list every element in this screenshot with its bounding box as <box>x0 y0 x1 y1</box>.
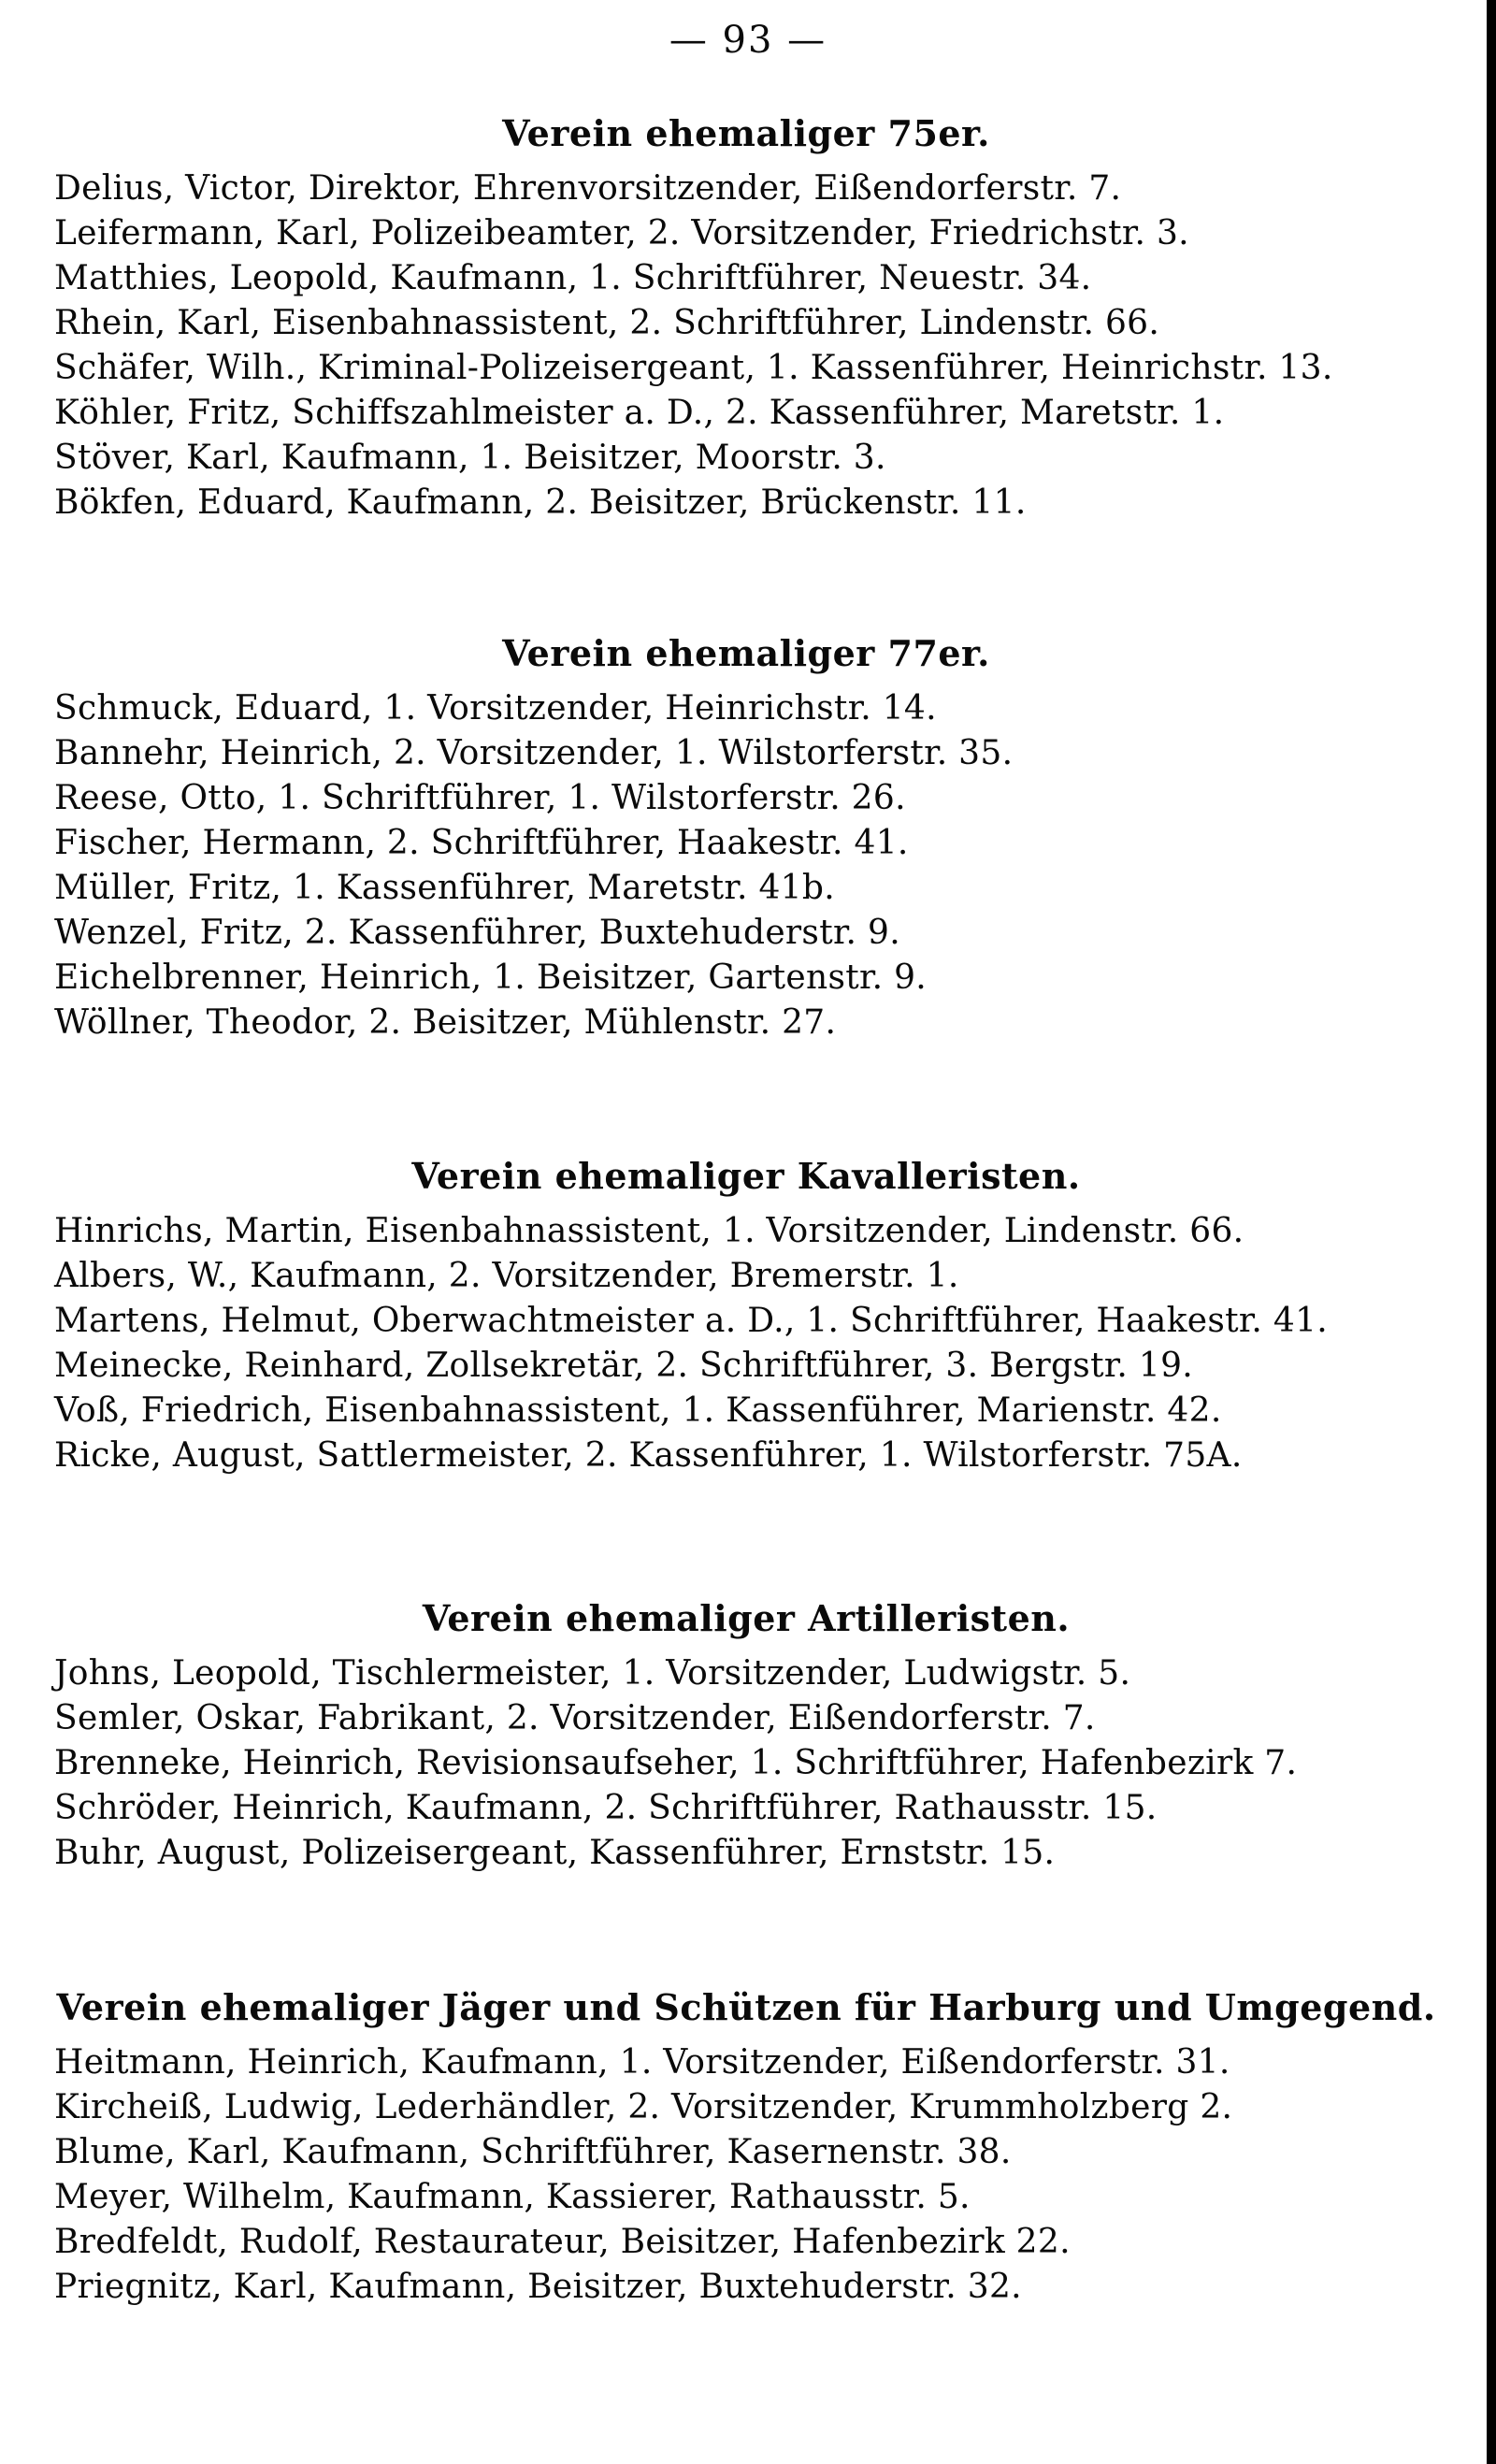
section-verein-75er <box>54 112 1438 526</box>
page-edge-shadow <box>1487 0 1496 2464</box>
member-list <box>54 2040 1438 2310</box>
member-list <box>54 166 1438 526</box>
section-verein-kavalleristen <box>54 1155 1438 1478</box>
member-entry: Stöver, Karl, Kaufmann, 1. Beisitzer, Moorstr. 3. <box>54 439 886 477</box>
section-title: Verein ehemaliger Kavalleristen. <box>411 1155 1081 1197</box>
member-entry: Schäfer, Wilh., Kriminal-Polizeisergeant, 1. Kassenführer, Heinrichstr. 13. <box>54 349 1333 387</box>
member-entry: Meyer, Wilhelm, Kaufmann, Kassierer, Rathausstr. 5. <box>54 2178 971 2216</box>
member-list <box>54 686 1438 1045</box>
section-verein-artilleristen <box>54 1597 1438 1876</box>
member-entry: Albers, W., Kaufmann, 2. Vorsitzender, Bremerstr. 1. <box>54 1257 959 1295</box>
member-entry: Müller, Fritz, 1. Kassenführer, Maretstr. 41b. <box>54 869 835 907</box>
member-entry: Köhler, Fritz, Schiffszahlmeister a. D., 2. Kassenführer, Maretstr. 1. <box>54 394 1225 432</box>
member-entry: Martens, Helmut, Oberwachtmeister a. D., 1. Schriftführer, Haakestr. 41. <box>54 1302 1329 1340</box>
section-title: Verein ehemaliger 75er. <box>502 112 990 154</box>
member-entry: Rhein, Karl, Eisenbahnassistent, 2. Schriftführer, Lindenstr. 66. <box>54 304 1160 342</box>
member-entry: Schmuck, Eduard, 1. Vorsitzender, Heinrichstr. 14. <box>54 689 937 728</box>
member-entry: Bannehr, Heinrich, 2. Vorsitzender, 1. Wilstorferstr. 35. <box>54 734 1014 772</box>
section-title: Verein ehemaliger Jäger und Schützen für Harburg und Umgegend. <box>56 1986 1436 2028</box>
member-entry: Bökfen, Eduard, Kaufmann, 2. Beisitzer, Brückenstr. 11. <box>54 483 1027 522</box>
section-title: Verein ehemaliger 77er. <box>502 632 990 674</box>
member-entry: Bredfeldt, Rudolf, Restaurateur, Beisitzer, Hafenbezirk 22. <box>54 2223 1071 2261</box>
member-list <box>54 1651 1438 1876</box>
member-entry: Semler, Oskar, Fabrikant, 2. Vorsitzender, Eißendorferstr. 7. <box>54 1699 1096 1737</box>
page-number: — 93 — <box>669 19 827 62</box>
member-entry: Buhr, August, Polizeisergeant, Kassenführer, Ernststr. 15. <box>54 1834 1056 1872</box>
member-entry: Eichelbrenner, Heinrich, 1. Beisitzer, Gartenstr. 9. <box>54 958 928 997</box>
section-verein-jaeger-schuetzen <box>54 1986 1438 2310</box>
member-entry: Priegnitz, Karl, Kaufmann, Beisitzer, Buxtehuderstr. 32. <box>54 2268 1022 2306</box>
member-entry: Schröder, Heinrich, Kaufmann, 2. Schriftführer, Rathausstr. 15. <box>54 1789 1158 1827</box>
member-entry: Voß, Friedrich, Eisenbahnassistent, 1. Kassenführer, Marienstr. 42. <box>54 1391 1222 1430</box>
member-entry: Fischer, Hermann, 2. Schriftführer, Haakestr. 41. <box>54 824 909 862</box>
member-entry: Wenzel, Fritz, 2. Kassenführer, Buxtehuderstr. 9. <box>54 914 900 952</box>
member-entry: Ricke, August, Sattlermeister, 2. Kassenführer, 1. Wilstorferstr. 75A. <box>54 1436 1243 1475</box>
member-entry: Brenneke, Heinrich, Revisionsaufseher, 1. Schriftführer, Hafenbezirk 7. <box>54 1744 1298 1782</box>
member-entry: Kircheiß, Ludwig, Lederhändler, 2. Vorsitzender, Krummholzberg 2. <box>54 2088 1233 2126</box>
member-list <box>54 1209 1438 1478</box>
member-entry: Delius, Victor, Direktor, Ehrenvorsitzender, Eißendorferstr. 7. <box>54 169 1122 208</box>
member-entry: Heitmann, Heinrich, Kaufmann, 1. Vorsitzender, Eißendorferstr. 31. <box>54 2043 1230 2082</box>
member-entry: Leifermann, Karl, Polizeibeamter, 2. Vorsitzender, Friedrichstr. 3. <box>54 214 1189 252</box>
member-entry: Johns, Leopold, Tischlermeister, 1. Vorsitzender, Ludwigstr. 5. <box>54 1654 1131 1693</box>
member-entry: Reese, Otto, 1. Schriftführer, 1. Wilstorferstr. 26. <box>54 779 906 817</box>
member-entry: Meinecke, Reinhard, Zollsekretär, 2. Schriftführer, 3. Bergstr. 19. <box>54 1347 1194 1385</box>
member-entry: Wöllner, Theodor, 2. Beisitzer, Mühlenstr. 27. <box>54 1003 837 1042</box>
member-entry: Blume, Karl, Kaufmann, Schriftführer, Kasernenstr. 38. <box>54 2133 1012 2171</box>
member-entry: Hinrichs, Martin, Eisenbahnassistent, 1. Vorsitzender, Lindenstr. 66. <box>54 1212 1244 1250</box>
member-entry: Matthies, Leopold, Kaufmann, 1. Schriftführer, Neuestr. 34. <box>54 259 1092 297</box>
section-title: Verein ehemaliger Artilleristen. <box>422 1597 1071 1639</box>
section-verein-77er <box>54 632 1438 1045</box>
